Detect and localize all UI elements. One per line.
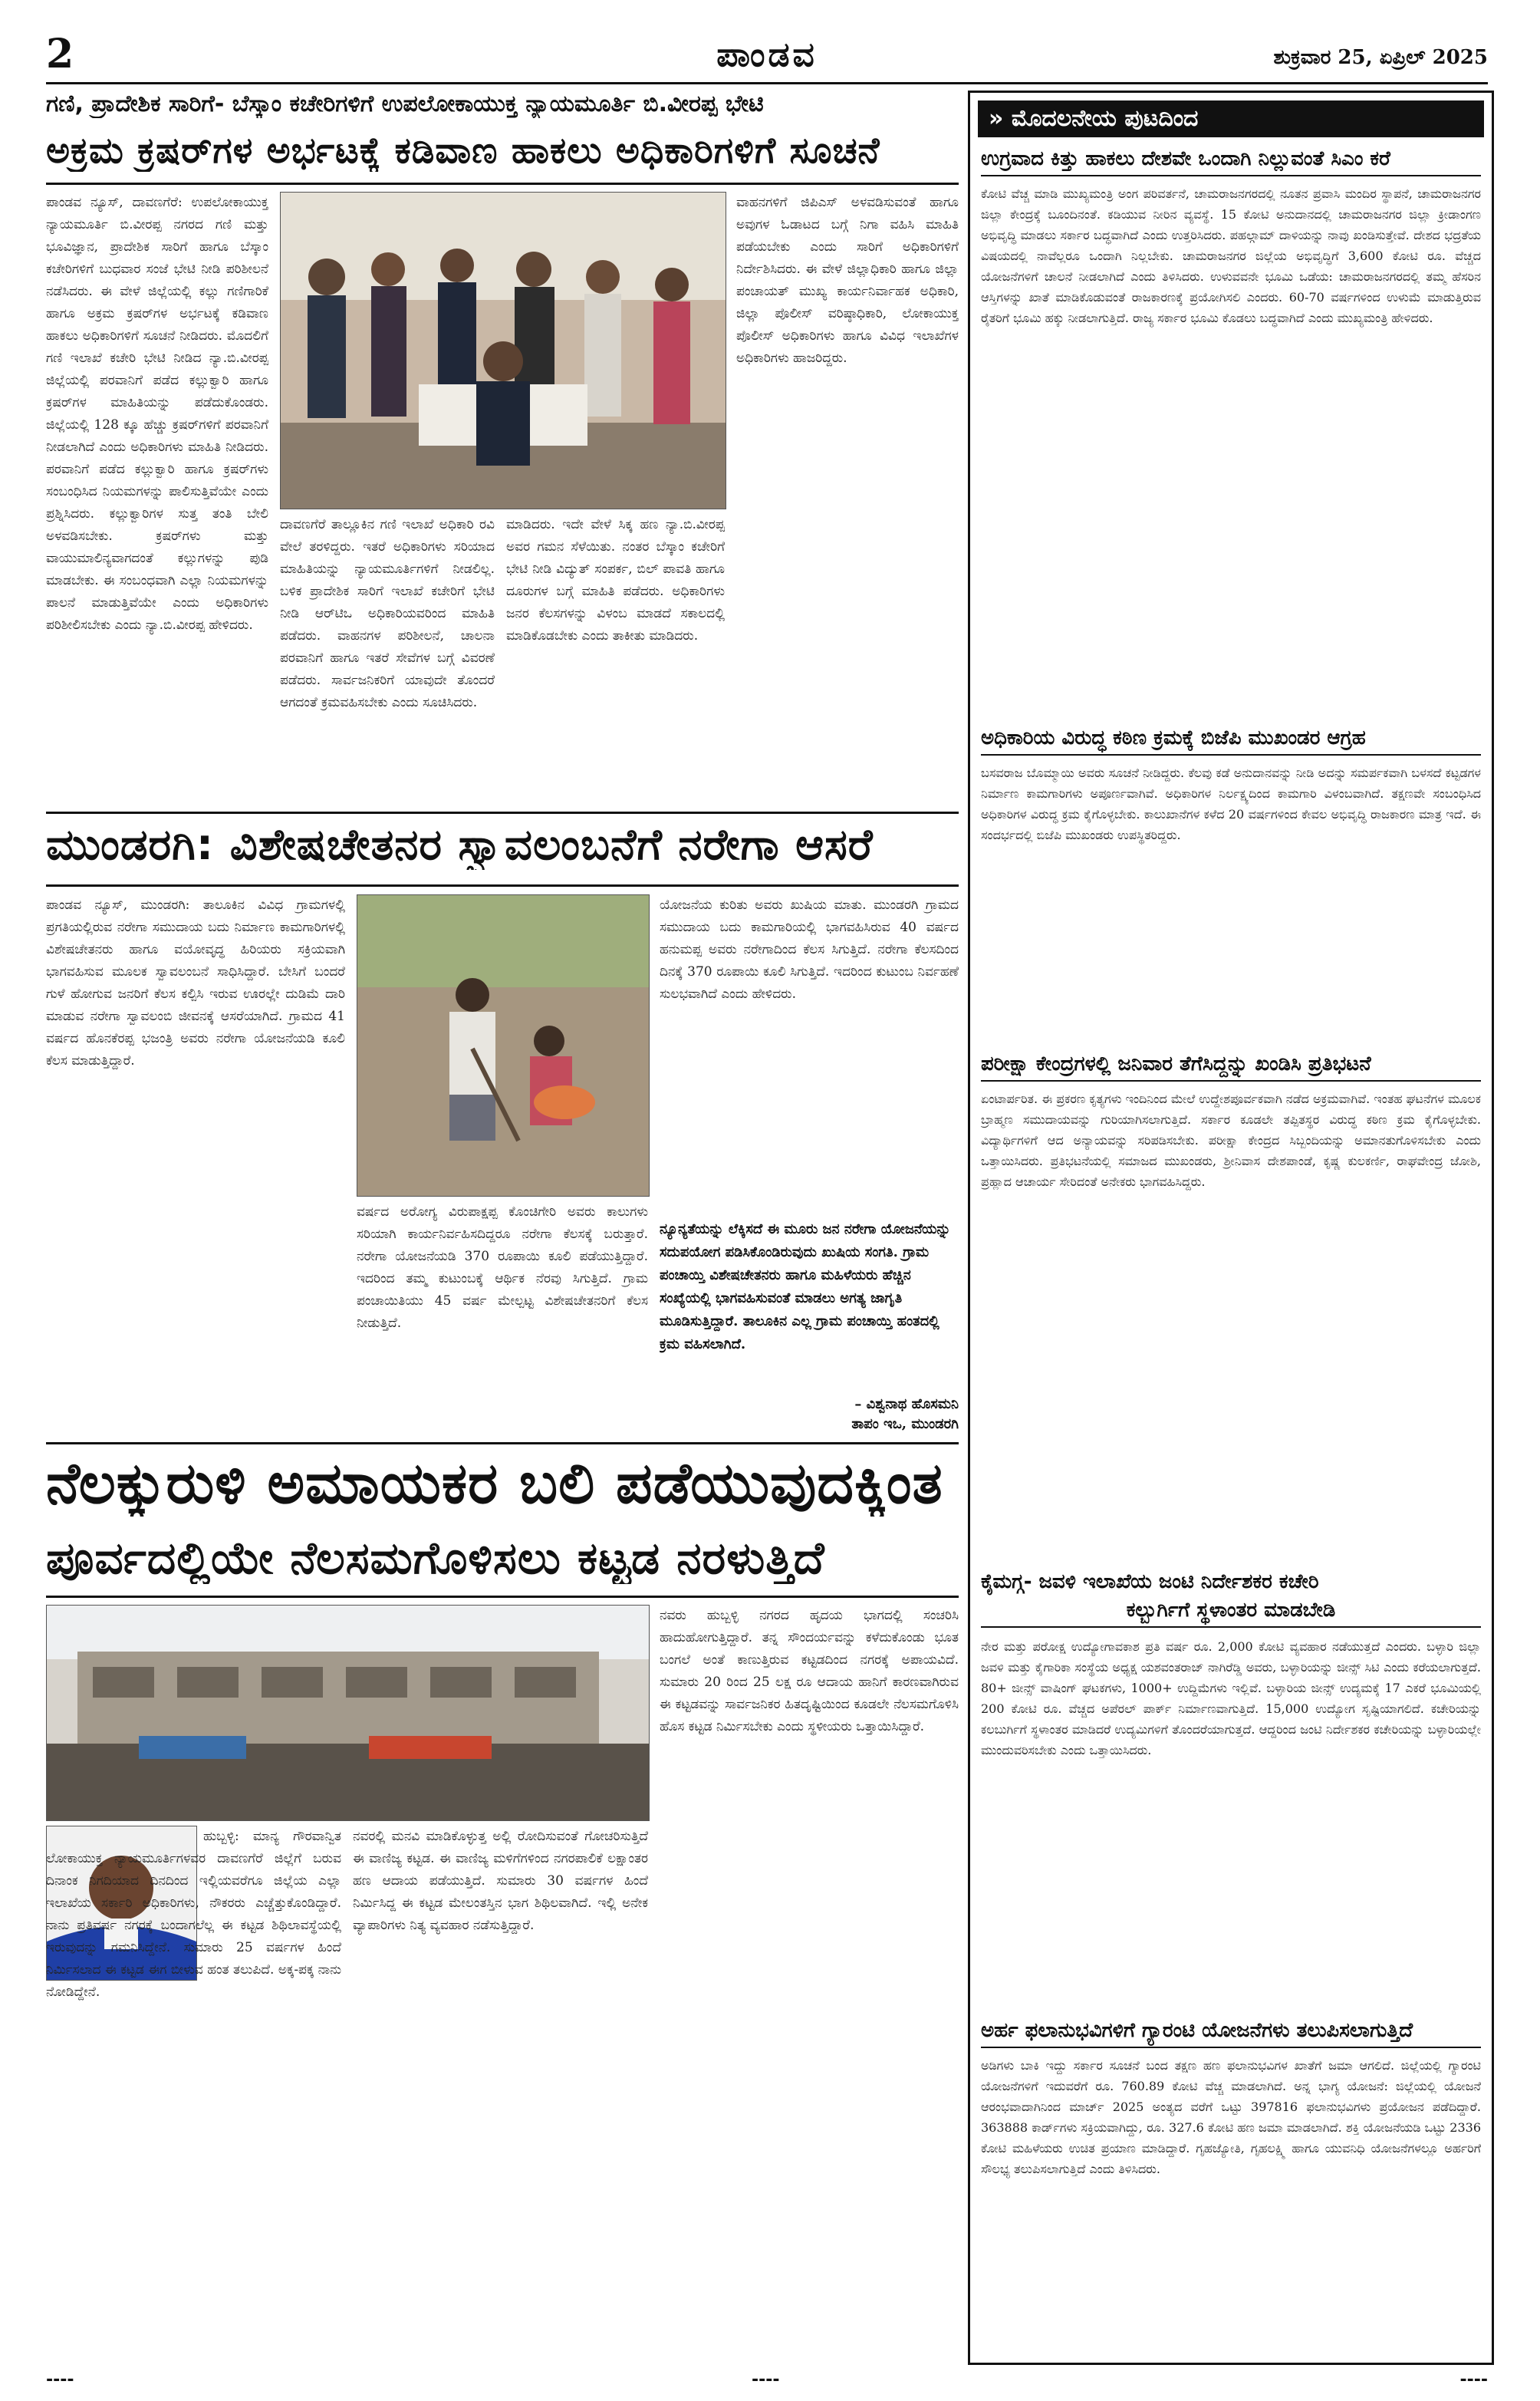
damaged-building-photo-icon xyxy=(47,1606,649,1820)
sidebar-story-2-headline: ಅಧಿಕಾರಿಯ ವಿರುದ್ಧ ಕಠಿಣ ಕ್ರಮಕ್ಕೆ ಬಿಜೆಪಿ ಮುಖಂಡರ ಆಗ್ರಹ xyxy=(981,726,1481,756)
sidebar-story-4-headline-line-2: ಕಲ್ಬುರ್ಗಿಗೆ ಸ್ಥಳಾಂತರ ಮಾಡಬೇಡಿ xyxy=(981,1598,1481,1628)
sidebar-banner: » ಮೊದಲನೇಯ ಪುಟದಿಂದ xyxy=(978,100,1484,137)
footer-right-mark: ---- xyxy=(1459,2370,1488,2389)
story-2-photo xyxy=(357,894,650,1197)
divider xyxy=(46,1596,959,1598)
story-2-byline-name: – ವಿಶ್ವನಾಥ ಹೊಸಮನಿ xyxy=(854,1396,959,1412)
sidebar-story-1-body: ಕೋಟಿ ವೆಚ್ಚ ಮಾಡಿ ಮುಖ್ಯಮಂತ್ರಿ ಅಂಗ ಪರಿವರ್ತನೆ, ಚಾಮರಾಜನಗರದಲ್ಲಿ ನೂತನ ಪ್ರವಾಸಿ ಮಂದಿರ ಸ್ಥಾಪನೆ, ಚಾಮರಾಜನಗರ ಜಿಲ್ಲಾ ಕೇಂದ್ರಕ್ಕೆ ಬೂಂದಿನಂತೆ. ಕಡಿಯುವ ನೀರಿನ ವ್ಯವಸ್ಥೆ. 15 ಕೋಟಿ ಅನುದಾನದಲ್ಲಿ ಚಾಮರಾಜನಗರ ಜಿಲ್ಲಾ ಕ್ರೀಡಾಂಗಣ ಅಭಿವೃದ್ಧಿ ಮಾಡಲು ಸರ್ಕಾರ ಬದ್ಧವಾಗಿದೆ ಎಂದು ಉತ್ತರಿಸಿದರು. ಪಹಲ್ಗಾಮ್ ದಾಳಿಯನ್ನು ನಾವು ಖಂಡಿಸುತ್ತೇವೆ. ದೇಶದ ಭದ್ರತೆಯ ವಿಷಯದಲ್ಲಿ ನಾವೆಲ್ಲರೂ ಒಂದಾಗಿ ನಿಲ್ಲಬೇಕು. ಚಾಮರಾಜನಗರ ಜಿಲ್ಲೆಯ ಅಭಿವೃದ್ಧಿಗೆ 3,600 ಕೋಟಿ ರೂ. ವೆಚ್ಚದ ಯೋಜನೆಗಳಿಗೆ ಚಾಲನೆ ನೀಡಲಾಗಿದೆ ಎಂದು ತಿಳಿಸಿದರು. ಉಳುವವನೇ ಭೂಮಿ ಒಡೆಯ: ಚಾಮರಾಜನಗರದಲ್ಲಿ ತಮ್ಮ ಹೆಸರಿನ ಆಸ್ತಿಗಳನ್ನು ಖಾತೆ ಮಾಡಿಕೊಡುವಂತೆ ರಾಜಕಾರಣಕ್ಕೆ ಪ್ರಯೋಗಿಸಲಿ ಎಂದರು. 60-70 ವರ್ಷಗಳಿಂದ ಉಳುಮೆ ಮಾಡುತ್ತಿರುವ ರೈತರಿಗೆ ಭೂಮಿ ಹಕ್ಕು ನೀಡಲಾಗುತ್ತಿದೆ. ರಾಜ್ಯ ಸರ್ಕಾರ ಭೂಮಿ ಕೊಡಲು ಬದ್ಧವಾಗಿದೆ ಎಂದು ಮುಖ್ಯಮಂತ್ರಿ ಹೇಳಿದರು. xyxy=(981,186,1481,325)
story-1-column-1: ಪಾಂಡವ ನ್ಯೂಸ್, ದಾವಣಗೆರೆ: ಉಪಲೋಕಾಯುಕ್ತ ನ್ಯಾಯಮೂರ್ತಿ ಬಿ.ವೀರಪ್ಪ ನಗರದ ಗಣಿ ಮತ್ತು ಭೂವಿಜ್ಞಾನ, ಪ್ರಾದೇಶಿಕ ಸಾರಿಗೆ ಹಾಗೂ ಬೆಸ್ಕಾಂ ಕಚೇರಿಗಳಿಗೆ ಬುಧವಾರ ಸಂಜೆ ಭೇಟಿ ನೀಡಿ ಪರಿಶೀಲನೆ ನಡೆಸಿದರು. ಈ ವೇಳೆ ಜಿಲ್ಲೆಯಲ್ಲಿ ಕಲ್ಲು ಗಣಿಗಾರಿಕೆ ಹಾಗೂ ಅಕ್ರಮ ಕ್ರಷರ್‌ಗಳ ಅರ್ಭಟಕ್ಕೆ ಕಡಿವಾಣ ಹಾಕಲು ಅಧಿಕಾರಿಗಳಿಗೆ ಸೂಚನೆ ನೀಡಿದರು. ಮೊದಲಿಗೆ ಗಣಿ ಇಲಾಖೆ ಕಚೇರಿ ಭೇಟಿ ನೀಡಿದ ನ್ಯಾ.ಬಿ.ವೀರಪ್ಪ ಜಿಲ್ಲೆಯಲ್ಲಿ ಪರವಾನಿಗೆ ಪಡೆದ ಕಲ್ಲುಕ್ವಾರಿ ಹಾಗೂ ಕ್ರಷರ್‌ಗಳ ಮಾಹಿತಿಯನ್ನು ಪಡೆದುಕೊಂಡರು. ಜಿಲ್ಲೆಯಲ್ಲಿ 128 ಕ್ಕೂ ಹೆಚ್ಚು ಕ್ರಷರ್‌ಗಳಿಗೆ ಪರವಾನಿಗೆ ನೀಡಲಾಗಿದೆ ಎಂದು ಅಧಿಕಾರಿಗಳು ಮಾಹಿತಿ ನೀಡಿದರು. ಪರವಾನಿಗೆ ಪಡೆದ ಕಲ್ಲುಕ್ವಾರಿ ಹಾಗೂ ಕ್ರಷರ್‌ಗಳು ಸಂಬಂಧಿಸಿದ ನಿಯಮಗಳನ್ನು ಪಾಲಿಸುತ್ತಿವೆಯೇ ಎಂದು ಪ್ರಶ್ನಿಸಿದರು. ಕಲ್ಲುಕ್ವಾರಿಗಳ ಸುತ್ತ ತಂತಿ ಬೇಲಿ ಅಳವಡಿಸಬೇಕು. ಕ್ರಷರ್‌ಗಳು ಮತ್ತು ವಾಯುಮಾಲಿನ್ಯವಾಗದಂತೆ ಕಲ್ಲುಗಳನ್ನು ಪುಡಿ ಮಾಡಬೇಕು. ಈ ಸಂಬಂಧವಾಗಿ ಎಲ್ಲಾ ನಿಯಮಗಳನ್ನು ಪಾಲನೆ ಮಾಡುತ್ತಿವೆಯೇ ಎಂದು ಅಧಿಕಾರಿಗಳು ಪರಿಶೀಲಿಸಬೇಕು ಎಂದು ನ್ಯಾ.ಬಿ.ವೀರಪ್ಪ ಹೇಳಿದರು. xyxy=(46,195,268,633)
story-1-headline: ಅಕ್ರಮ ಕ್ರಷರ್‌ಗಳ ಅರ್ಭಟಕ್ಕೆ ಕಡಿವಾಣ ಹಾಕಲು ಅಧಿಕಾರಿಗಳಿಗೆ ಸೂಚನೆ xyxy=(46,130,880,172)
story-1-column-2: ದಾವಣಗೆರೆ ತಾಲ್ಲೂಕಿನ ಗಣಿ ಇಲಾಖೆ ಅಧಿಕಾರಿ ರವಿ ವೇಲೆ ತರಳಿದ್ದರು. ಇತರೆ ಅಧಿಕಾರಿಗಳು ಸರಿಯಾದ ಮಾಹಿತಿಯನ್ನು ನ್ಯಾಯಮೂರ್ತಿಗಳಿಗೆ ನೀಡಲಿಲ್ಲ. ಬಳಿಕ ಪ್ರಾದೇಶಿಕ ಸಾರಿಗೆ ಇಲಾಖೆ ಕಚೇರಿಗೆ ಭೇಟಿ ನೀಡಿ ಆರ್‌ಟಿಒ ಅಧಿಕಾರಿಯವರಿಂದ ಮಾಹಿತಿ ಪಡೆದರು. ವಾಹನಗಳ ಪರಿಶೀಲನೆ, ಚಾಲನಾ ಪರವಾನಿಗೆ ಹಾಗೂ ಇತರೆ ಸೇವೆಗಳ ಬಗ್ಗೆ ವಿವರಣೆ ಪಡೆದರು. ಸಾರ್ವಜನಿಕರಿಗೆ ಯಾವುದೇ ತೊಂದರೆ ಆಗದಂತೆ ಕ್ರಮವಹಿಸಬೇಕು ಎಂದು ಸೂಚಿಸಿದರು. xyxy=(280,517,495,710)
story-3-headline-line-1: ನೆಲಕ್ಕುರುಳಿ ಅಮಾಯಕರ ಬಲಿ ಪಡೆಯುವುದಕ್ಕಿಂತ xyxy=(46,1451,943,1517)
story-2-column-3: ಯೋಜನೆಯ ಕುರಿತು ಅವರು ಖುಷಿಯ ಮಾತು. ಮುಂಡರಗಿ ಗ್ರಾಮದ ಸಮುದಾಯ ಬದು ಕಾಮಗಾರಿಯಲ್ಲಿ ಭಾಗವಹಿಸಿರುವ 40 ವರ್ಷದ ಹನುಮಪ್ಪ ಅವರು ನರೇಗಾದಿಂದ ಕೆಲಸ ಸಿಗುತ್ತಿದೆ. ನರೇಗಾ ಕೆಲಸದಿಂದ ದಿನಕ್ಕೆ 370 ರೂಪಾಯಿ ಕೂಲಿ ಸಿಗುತ್ತಿದೆ. ಇದರಿಂದ ಕುಟುಂಬ ನಿರ್ವಹಣೆ ಸುಲಭವಾಗಿದೆ ಎಂದು ಹೇಳಿದರು. xyxy=(660,897,959,1002)
divider xyxy=(46,183,959,185)
story-2 xyxy=(46,812,959,1441)
story-1-photo xyxy=(280,192,726,509)
footer-left-mark: ---- xyxy=(46,2370,74,2389)
story-3-column-3: ನವರು ಹುಬ್ಬಳ್ಳಿ ನಗರದ ಹೃದಯ ಭಾಗದಲ್ಲಿ ಸಂಚರಿಸಿ ಹಾದುಹೋಗುತ್ತಿದ್ದಾರೆ. ತನ್ನ ಸೌಂದರ್ಯವನ್ನು ಕಳೆದುಕೊಂಡು ಭೂತ ಬಂಗಲೆ ಅಂತೆ ಕಾಣುತ್ತಿರುವ ಕಟ್ಟಡದಿಂದ ನಗರಕ್ಕೆ ಅಪಾಯವಿದೆ. ಸುಮಾರು 20 ರಿಂದ 25 ಲಕ್ಷ ರೂ ಆದಾಯ ಹಾನಿಗೆ ಕಾರಣವಾಗಿರುವ ಈ ಕಟ್ಟಡವನ್ನು ಸಾರ್ವಜನಿಕರ ಹಿತದೃಷ್ಟಿಯಿಂದ ಕೂಡಲೇ ನೆಲಸಮಗೊಳಿಸಿ ಹೊಸ ಕಟ್ಟಡ ನಿರ್ಮಿಸಬೇಕು ಎಂದು ಸ್ಥಳೀಯರು ಒತ್ತಾಯಿಸಿದ್ದಾರೆ. xyxy=(660,1608,959,1734)
sidebar-story-1-headline: ಉಗ್ರವಾದ ಕಿತ್ತು ಹಾಕಲು ದೇಶವೇ ಒಂದಾಗಿ ನಿಲ್ಲುವಂತೆ ಸಿಎಂ ಕರೆ xyxy=(981,147,1481,176)
sidebar-story-4-headline-line-1: ಕೈಮಗ್ಗ- ಜವಳಿ ಇಲಾಖೆಯ ಜಂಟಿ ನಿರ್ದೇಶಕರ ಕಚೇರಿ xyxy=(981,1570,1319,1593)
story-1-kicker: ಗಣಿ, ಪ್ರಾದೇಶಿಕ ಸಾರಿಗೆ- ಬೆಸ್ಕಾಂ ಕಚೇರಿಗಳಿಗೆ ಉಪಲೋಕಾಯುಕ್ತ ನ್ಯಾಯಮೂರ್ತಿ ಬಿ.ವೀರಪ್ಪ ಭೇಟಿ xyxy=(46,91,764,117)
story-1 xyxy=(46,91,959,808)
divider xyxy=(46,884,959,887)
newspaper-name: ಪಾಂಡವ xyxy=(716,35,818,74)
sidebar-story-4-body: ನೇರ ಮತ್ತು ಪರೋಕ್ಷ ಉದ್ಯೋಗಾವಕಾಶ ಪ್ರತಿ ವರ್ಷ ರೂ. 2,000 ಕೋಟಿ ವ್ಯವಹಾರ ನಡೆಯುತ್ತದೆ ಎಂದರು. ಬಳ್ಳಾರಿ ಜಿಲ್ಲಾ ಜವಳಿ ಮತ್ತು ಕೈಗಾರಿಕಾ ಸಂಸ್ಥೆಯ ಅಧ್ಯಕ್ಷ ಯಶವಂತರಾಜ್ ನಾಗಿರೆಡ್ಡಿ ಅವರು, ಬಳ್ಳಾರಿಯನ್ನು ಜೀನ್ಸ್ ಸಿಟಿ ಎಂದು ಕರೆಯಲಾಗುತ್ತದೆ. 80+ ಜೀನ್ಸ್ ವಾಷಿಂಗ್ ಘಟಕಗಳು, 1000+ ಉದ್ದಿಮೆಗಳು ಇಲ್ಲಿವೆ. ಬಳ್ಳಾರಿಯ ಜೀನ್ಸ್ ಉದ್ಯಮಕ್ಕೆ 17 ಎಕರೆ ಭೂಮಿಯಲ್ಲಿ 200 ಕೋಟಿ ರೂ. ವೆಚ್ಚದ ಅಪೆರಲ್ ಪಾರ್ಕ್ ನಿರ್ಮಾಣವಾಗುತ್ತಿದೆ. 15,000 ಉದ್ಯೋಗ ಸೃಷ್ಟಿಯಾಗಲಿದೆ. ಕಚೇರಿಯನ್ನು ಕಲಬುರ್ಗಿಗೆ ಸ್ಥಳಾಂತರ ಮಾಡಿದರೆ ಉದ್ಯಮಿಗಳಿಗೆ ತೊಂದರೆಯಾಗುತ್ತದೆ. ಆದ್ದರಿಂದ ಜಂಟಿ ನಿರ್ದೇಶಕರ ಕಚೇರಿಯನ್ನು ಬಳ್ಳಾರಿಯಲ್ಲೇ ಮುಂದುವರಿಸಬೇಕು ಎಂದು ಒತ್ತಾಯಿಸಿದರು. xyxy=(981,1639,1481,1757)
story-3-column-2: ನವರಲ್ಲಿ ಮನವಿ ಮಾಡಿಕೊಳ್ಳುತ್ತ ಅಲ್ಲಿ ರೋದಿಸುವಂತೆ ಗೋಚರಿಸುತ್ತಿದೆ ಈ ವಾಣಿಜ್ಯ ಕಟ್ಟಡ. ಈ ವಾಣಿಜ್ಯ ಮಳಿಗೆಗಳಿಂದ ನಗರಪಾಲಿಕೆ ಲಕ್ಷಾಂತರ ಹಣ ಆದಾಯ ಪಡೆಯುತ್ತಿದೆ. ಸುಮಾರು 30 ವರ್ಷಗಳ ಹಿಂದೆ ನಿರ್ಮಿಸಿದ್ದ ಈ ಕಟ್ಟಡ ಮೇಲಂತಸ್ತಿನ ಭಾಗ ಶಿಥಿಲವಾಗಿದೆ. ಇಲ್ಲಿ ಅನೇಕ ವ್ಯಾಪಾರಿಗಳು ನಿತ್ಯ ವ್ಯವಹಾರ ನಡೆಸುತ್ತಿದ್ದಾರೆ. xyxy=(353,1829,648,1933)
issue-date: ಶುಕ್ರವಾರ 25, ಏಪ್ರಿಲ್ 2025 xyxy=(1273,46,1488,69)
story-2-column-1: ಪಾಂಡವ ನ್ಯೂಸ್, ಮುಂಡರಗಿ: ತಾಲೂಕಿನ ವಿವಿಧ ಗ್ರಾಮಗಳಲ್ಲಿ ಪ್ರಗತಿಯಲ್ಲಿರುವ ನರೇಗಾ ಸಮುದಾಯ ಬದು ನಿರ್ಮಾಣ ಕಾಮಗಾರಿಗಳಲ್ಲಿ ವಿಶೇಷಚೇತನರು ಹಾಗೂ ವಯೋವೃದ್ಧ ಹಿರಿಯರು ಸಕ್ರಿಯವಾಗಿ ಭಾಗವಹಿಸುವ ಮೂಲಕ ಸ್ವಾವಲಂಬನೆ ಸಾಧಿಸಿದ್ದಾರೆ. ಬೇಸಿಗೆ ಬಂದರೆ ಗುಳೆ ಹೋಗುವ ಜನರಿಗೆ ಕೆಲಸ ಕಲ್ಪಿಸಿ ಇರುವ ಊರಲ್ಲೇ ದುಡಿಮೆ ದಾರಿ ಮಾಡುವ ನರೇಗಾ ಸ್ವಾವಲಂಬಿ ಜೀವನಕ್ಕೆ ಆಸರೆಯಾಗಿದೆ. ಗ್ರಾಮದ 41 ವರ್ಷದ ಹೊನಕೆರಪ್ಪ ಭಜಂತ್ರಿ ಅವರು ನರೇಗಾ ಯೋಜನೆಯಡಿ ಕೂಲಿ ಕೆಲಸ ಮಾಡುತ್ತಿದ್ದಾರೆ. xyxy=(46,897,345,1069)
story-1-column-3: ಮಾಡಿದರು. ಇದೇ ವೇಳೆ ಸಿಕ್ಕ ಹಣ ನ್ಯಾ.ಬಿ.ವೀರಪ್ಪ ಅವರ ಗಮನ ಸೆಳೆಯಿತು. ನಂತರ ಬೆಸ್ಕಾಂ ಕಚೇರಿಗೆ ಭೇಟಿ ನೀಡಿ ವಿದ್ಯುತ್ ಸಂಪರ್ಕ, ಬಿಲ್ ಪಾವತಿ ಹಾಗೂ ದೂರುಗಳ ಬಗ್ಗೆ ಮಾಹಿತಿ ಪಡೆದರು. ಅಧಿಕಾರಿಗಳು ಜನರ ಕೆಲಸಗಳನ್ನು ವಿಳಂಬ ಮಾಡದೆ ಸಕಾಲದಲ್ಲಿ ಮಾಡಿಕೊಡಬೇಕು ಎಂದು ತಾಕೀತು ಮಾಡಿದರು. xyxy=(506,517,725,644)
divider xyxy=(46,812,959,814)
page-number: 2 xyxy=(46,31,74,77)
story-3-headline-line-2: ಪೂರ್ವದಲ್ಲಿಯೇ ನೆಲಸಮಗೊಳಿಸಲು ಕಟ್ಟಡ ನರಳುತ್ತಿದೆ xyxy=(46,1533,825,1584)
story-3-building-photo xyxy=(46,1605,650,1821)
page-footer xyxy=(46,2370,1488,2393)
sidebar-story-3-body: ಏಂಟಾರ್ಪರಿತ. ಈ ಪ್ರಕರಣ ಕೃತ್ಯಗಳು ಇಂದಿನಿಂದ ಮೇಲೆ ಉದ್ದೇಶಪೂರ್ವಕವಾಗಿ ನಡೆದ ಅಕ್ರಮವಾಗಿವೆ. ಇಂತಹ ಘಟನೆಗಳ ಮೂಲಕ ಬ್ರಾಹ್ಮಣ ಸಮುದಾಯವನ್ನು ಗುರಿಯಾಗಿಸಲಾಗುತ್ತಿದೆ. ಸರ್ಕಾರ ಕೂಡಲೇ ತಪ್ಪಿತಸ್ಥರ ವಿರುದ್ಧ ಕಠಿಣ ಕ್ರಮ ಕೈಗೊಳ್ಳಬೇಕು. ವಿದ್ಯಾರ್ಥಿಗಳಿಗೆ ಆದ ಅನ್ಯಾಯವನ್ನು ಸರಿಪಡಿಸಬೇಕು. ಪರೀಕ್ಷಾ ಕೇಂದ್ರದ ಸಿಬ್ಬಂದಿಯನ್ನು ಅಮಾನತುಗೊಳಿಸಬೇಕು ಎಂದು ಒತ್ತಾಯಿಸಿದರು. ಪ್ರತಿಭಟನೆಯಲ್ಲಿ ಸಮಾಜದ ಮುಖಂಡರು, ಶ್ರೀನಿವಾಸ ದೇಶಪಾಂಡೆ, ಕೃಷ್ಣ ಕುಲಕರ್ಣಿ, ರಾಘವೇಂದ್ರ ಜೋಶಿ, ಪ್ರಹ್ಲಾದ ಆಚಾರ್ಯ ಸೇರಿದಂತೆ ಅನೇಕರು ಭಾಗವಹಿಸಿದ್ದರು. xyxy=(981,1092,1481,1189)
story-3-column-1: ಹುಬ್ಬಳ್ಳಿ: ಮಾನ್ಯ ಗೌರವಾನ್ವಿತ ಲೋಕಾಯುಕ್ತ ನ್ಯಾಯಮೂರ್ತಿಗಳವರ ದಾವಣಗೆರೆ ಜಿಲ್ಲೆಗೆ ಬರುವ ದಿನಾಂಕ ನಿಗದಿಯಾದ ದಿನದಿಂದ ಇಲ್ಲಿಯವರೆಗೂ ಜಿಲ್ಲೆಯ ಎಲ್ಲಾ ಇಲಾಖೆಯ ಸರ್ಕಾರಿ ಅಧಿಕಾರಿಗಳು, ನೌಕರರು ಎಚ್ಚೆತ್ತುಕೊಂಡಿದ್ದಾರೆ. ನಾನು ಪ್ರತಿವರ್ಷ ನಗರಕ್ಕೆ ಬಂದಾಗಲೆಲ್ಲ ಈ ಕಟ್ಟಡ ಶಿಥಿಲಾವಸ್ಥೆಯಲ್ಲಿ ಇರುವುದನ್ನು ಗಮನಿಸಿದ್ದೇನೆ. ಸುಮಾರು 25 ವರ್ಷಗಳ ಹಿಂದೆ ನಿರ್ಮಿಸಲಾದ ಈ ಕಟ್ಟಡ ಈಗ ಬೀಳುವ ಹಂತ ತಲುಪಿದೆ. ಅಕ್ಕ-ಪಕ್ಕ ನಾನು ನೋಡಿದ್ದೇನೆ. xyxy=(46,1829,341,2000)
footer-center-mark: ---- xyxy=(752,2370,780,2389)
story-3 xyxy=(46,1442,959,2366)
story-2-column-2: ವರ್ಷದ ಅರೋಗ್ಯ ವಿರುಪಾಕ್ಷಪ್ಪ ಕೊಂಚಿಗೇರಿ ಅವರು ಕಾಲುಗಳು ಸರಿಯಾಗಿ ಕಾರ್ಯನಿರ್ವಹಿಸದಿದ್ದರೂ ನರೇಗಾ ಕೆಲಸಕ್ಕೆ ಬರುತ್ತಾರೆ. ನರೇಗಾ ಯೋಜನೆಯಡಿ 370 ರೂಪಾಯಿ ಕೂಲಿ ಪಡೆಯುತ್ತಿದ್ದಾರೆ. ಇದರಿಂದ ತಮ್ಮ ಕುಟುಂಬಕ್ಕೆ ಆರ್ಥಿಕ ನೆರವು ಸಿಗುತ್ತಿದೆ. ಗ್ರಾಮ ಪಂಚಾಯಿತಿಯು 45 ವರ್ಷ ಮೇಲ್ಪಟ್ಟ ವಿಶೇಷಚೇತನರಿಗೆ ಕೆಲಸ ನೀಡುತ್ತಿದೆ. xyxy=(357,1204,648,1331)
sidebar-story-2-body: ಬಸವರಾಜ ಬೊಮ್ಮಾಯಿ ಅವರು ಸೂಚನೆ ನೀಡಿದ್ದರು. ಕೆಲವು ಕಡೆ ಅನುದಾನವನ್ನು ನೀಡಿ ಅದನ್ನು ಸಮರ್ಪಕವಾಗಿ ಬಳಸದೆ ಕಟ್ಟಡಗಳ ನಿರ್ಮಾಣ ಕಾಮಗಾರಿಗಳು ಅಪೂರ್ಣವಾಗಿವೆ. ಅಧಿಕಾರಿಗಳ ನಿರ್ಲಕ್ಷ್ಯದಿಂದ ಕಾಮಗಾರಿ ವಿಳಂಬವಾಗಿದೆ. ತಕ್ಷಣವೇ ಸಂಬಂಧಿಸಿದ ಅಧಿಕಾರಿಗಳ ವಿರುದ್ಧ ಕ್ರಮ ಕೈಗೊಳ್ಳಬೇಕು. ಕಾಲುಖಾನೆಗಳ ಕಳೆದ 20 ವರ್ಷಗಳಿಂದ ಕೇವಲ ಅಭಿವೃದ್ಧಿ ರಾಜಕಾರಣ ಮಾತ್ರ ಇದೆ. ಈ ಸಂದರ್ಭದಲ್ಲಿ ಬಿಜೆಪಿ ಮುಖಂಡರು ಉಪಸ್ಥಿತರಿದ್ದರು. xyxy=(981,766,1481,842)
story-2-byline-role: ತಾಪಂ ಇಒ, ಮುಂಡರಗಿ xyxy=(851,1416,959,1432)
workers-digging-photo-icon xyxy=(357,895,649,1196)
story-2-quote: ನ್ಯೂನ್ಯತೆಯನ್ನು ಲೆಕ್ಕಿಸದೆ ಈ ಮೂರು ಜನ ನರೇಗಾ ಯೋಜನೆಯನ್ನು ಸದುಪಯೋಗ ಪಡಿಸಿಕೊಂಡಿರುವುದು ಖುಷಿಯ ಸಂಗತಿ. ಗ್ರಾಮ ಪಂಚಾಯ್ತಿ ವಿಶೇಷಚೇತನರು ಹಾಗೂ ಮಹಿಳೆಯರು ಹೆಚ್ಚಿನ ಸಂಖ್ಯೆಯಲ್ಲಿ ಭಾಗವಹಿಸುವಂತೆ ಮಾಡಲು ಅಗತ್ಯ ಜಾಗೃತಿ ಮೂಡಿಸುತ್ತಿದ್ದಾರೆ. ತಾಲೂಕಿನ ಎಲ್ಲ ಗ್ರಾಮ ಪಂಚಾಯ್ತಿ ಹಂತದಲ್ಲಿ ಕ್ರಮ ವಹಿಸಲಾಗಿದೆ. xyxy=(660,1221,951,1352)
sidebar-story-5-headline: ಅರ್ಹ ಫಲಾನುಭವಿಗಳಿಗೆ ಗ್ಯಾರಂಟಿ ಯೋಜನೆಗಳು ತಲುಪಿಸಲಾಗುತ್ತಿದೆ xyxy=(981,2018,1481,2048)
sidebar-story-3-headline: ಪರೀಕ್ಷಾ ಕೇಂದ್ರಗಳಲ್ಲಿ ಜನಿವಾರ ತೆಗೆಸಿದ್ದನ್ನು ಖಂಡಿಸಿ ಪ್ರತಿಭಟನೆ xyxy=(981,1052,1481,1082)
masthead xyxy=(46,31,1488,84)
divider xyxy=(46,1442,959,1444)
officials-meeting-photo-icon xyxy=(281,193,726,509)
sidebar-story-5-body: ಅಡಿಗಳು ಬಾಕಿ ಇದ್ದು ಸರ್ಕಾರ ಸೂಚನೆ ಬಂದ ತಕ್ಷಣ ಹಣ ಫಲಾನುಭವಿಗಳ ಖಾತೆಗೆ ಜಮಾ ಆಗಲಿದೆ. ಜಿಲ್ಲೆಯಲ್ಲಿ ಗ್ಯಾರಂಟಿ ಯೋಜನೆಗಳಿಗೆ ಇದುವರೆಗೆ ರೂ. 760.89 ಕೋಟಿ ವೆಚ್ಚ ಮಾಡಲಾಗಿದೆ. ಅನ್ನ ಭಾಗ್ಯ ಯೋಜನೆ: ಜಿಲ್ಲೆಯಲ್ಲಿ ಯೋಜನೆ ಆರಂಭವಾದಾಗಿನಿಂದ ಮಾರ್ಚ್ 2025 ಅಂತ್ಯದ ವರೆಗೆ ಒಟ್ಟು 397816 ಫಲಾನುಭವಿಗಳು ಪ್ರಯೋಜನ ಪಡೆದಿದ್ದಾರೆ. 363888 ಕಾರ್ಡ್‌ಗಳು ಸಕ್ರಿಯವಾಗಿದ್ದು, ರೂ. 327.6 ಕೋಟಿ ಹಣ ಜಮಾ ಮಾಡಲಾಗಿದೆ. ಶಕ್ತಿ ಯೋಜನೆಯಡಿ ಒಟ್ಟು 2336 ಕೋಟಿ ಮಹಿಳೆಯರು ಉಚಿತ ಪ್ರಯಾಣ ಮಾಡಿದ್ದಾರೆ. ಗೃಹಜ್ಯೋತಿ, ಗೃಹಲಕ್ಷ್ಮಿ ಹಾಗೂ ಯುವನಿಧಿ ಯೋಜನೆಗಳಲ್ಲೂ ಅರ್ಹರಿಗೆ ಸೌಲಭ್ಯ ತಲುಪಿಸಲಾಗುತ್ತಿದೆ ಎಂದು ತಿಳಿಸಿದರು. xyxy=(981,2058,1481,2176)
story-1-column-4: ವಾಹನಗಳಿಗೆ ಜಿಪಿಎಸ್ ಅಳವಡಿಸುವಂತೆ ಹಾಗೂ ಅವುಗಳ ಓಡಾಟದ ಬಗ್ಗೆ ನಿಗಾ ವಹಿಸಿ ಮಾಹಿತಿ ಪಡೆಯಬೇಕು ಎಂದು ಸಾರಿಗೆ ಅಧಿಕಾರಿಗಳಿಗೆ ನಿರ್ದೇಶಿಸಿದರು. ಈ ವೇಳೆ ಜಿಲ್ಲಾಧಿಕಾರಿ ಹಾಗೂ ಜಿಲ್ಲಾ ಪಂಚಾಯತ್ ಮುಖ್ಯ ಕಾರ್ಯನಿರ್ವಾಹಕ ಅಧಿಕಾರಿ, ಜಿಲ್ಲಾ ಪೊಲೀಸ್ ವರಿಷ್ಠಾಧಿಕಾರಿ, ಲೋಕಾಯುಕ್ತ ಪೊಲೀಸ್ ಅಧಿಕಾರಿಗಳು ಹಾಗೂ ವಿವಿಧ ಇಲಾಖೆಗಳ ಅಧಿಕಾರಿಗಳು ಹಾಜರಿದ್ದರು. xyxy=(736,195,959,366)
continued-from-front-page-sidebar xyxy=(968,91,1494,2365)
story-2-headline: ಮುಂಡರಗಿ: ವಿಶೇಷಚೇತನರ ಸ್ವಾವಲಂಬನೆಗೆ ನರೇಗಾ ಆಸರೆ xyxy=(46,821,874,870)
